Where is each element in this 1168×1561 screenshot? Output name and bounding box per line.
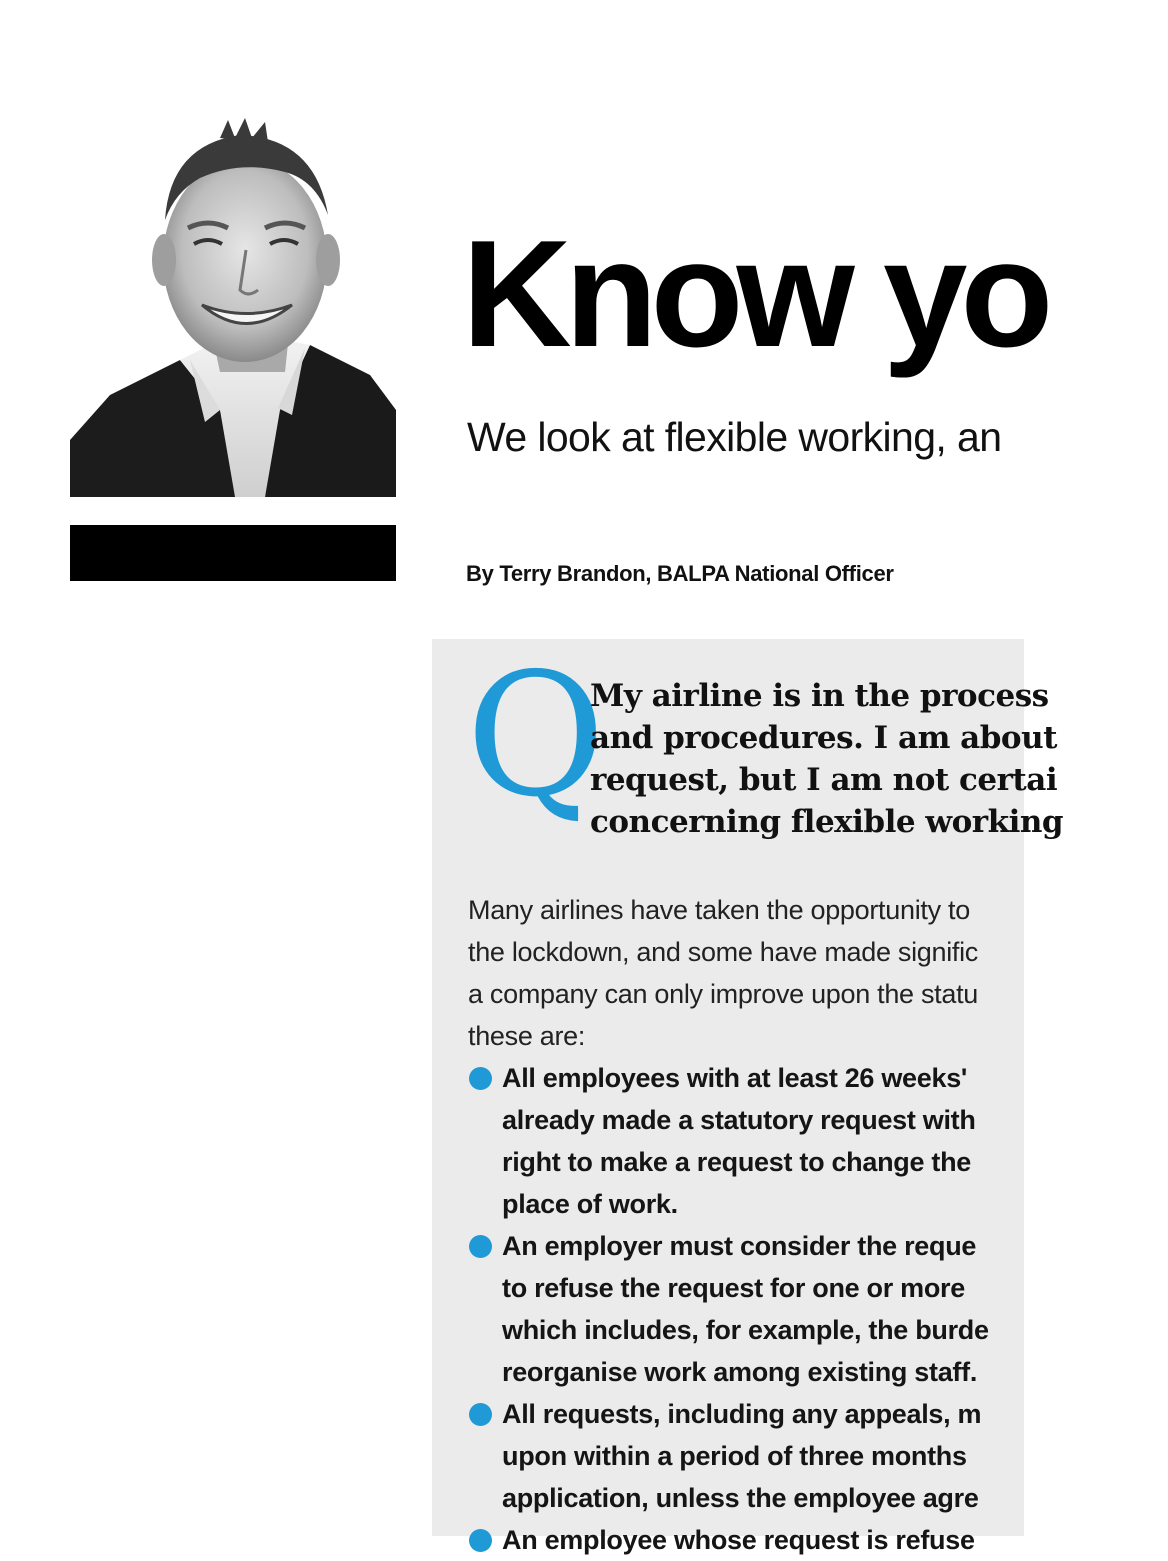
answer-line: a company can only improve upon the statu [468, 979, 979, 1009]
bullet-line: All requests, including any appeals, m [502, 1399, 982, 1429]
bullet-dot-icon [469, 1403, 492, 1426]
author-name-bar [70, 525, 396, 581]
bullet-line: already made a statutory request with [502, 1105, 976, 1135]
author-photo [70, 110, 396, 497]
bullet-line: reorganise work among existing staff. [502, 1357, 978, 1387]
bullet-line: which includes, for example, the burde [502, 1315, 989, 1345]
answer-line: these are: [468, 1021, 586, 1051]
bullet-line: right to make a request to change the [502, 1147, 971, 1177]
bullet-line: to refuse the request for one or more [502, 1273, 965, 1303]
answer-line: Many airlines have taken the opportunity to [468, 895, 970, 925]
answer-line: the lockdown, and some have made signific [468, 937, 978, 967]
bullet-line: application, unless the employee agre [502, 1483, 979, 1513]
bullet-line: upon within a period of three months [502, 1441, 967, 1471]
question-line: and procedures. I am about [590, 720, 1057, 756]
standfirst: We look at flexible working, an [467, 414, 1002, 460]
bullet-item [468, 1225, 1168, 1393]
question-line: My airline is in the process [590, 678, 1049, 714]
bullet-dot-icon [469, 1235, 492, 1258]
bullet-dot-icon [469, 1529, 492, 1552]
byline: By Terry Brandon, BALPA National Officer [466, 561, 894, 586]
question-line: concerning flexible working [590, 804, 1064, 840]
bullet-item [468, 1519, 1168, 1561]
bullet-line: An employee whose request is refuse [502, 1525, 975, 1555]
headline: Know yo [462, 209, 1047, 379]
answer-intro [468, 889, 1108, 1057]
answer-bullet-list [468, 1057, 1168, 1561]
bullet-dot-icon [469, 1067, 492, 1090]
question-text [590, 675, 1150, 843]
qa-panel [432, 637, 1064, 1555]
bullet-line: An employer must consider the reque [502, 1231, 977, 1261]
bullet-line: All employees with at least 26 weeks' [502, 1063, 968, 1093]
bullet-line: place of work. [502, 1189, 678, 1219]
bullet-item [468, 1393, 1168, 1519]
question-line: request, but I am not certai [590, 762, 1058, 798]
author-portrait-image [70, 110, 396, 497]
bullet-item [468, 1057, 1168, 1225]
question-mark-drop-cap: Q [466, 637, 606, 835]
